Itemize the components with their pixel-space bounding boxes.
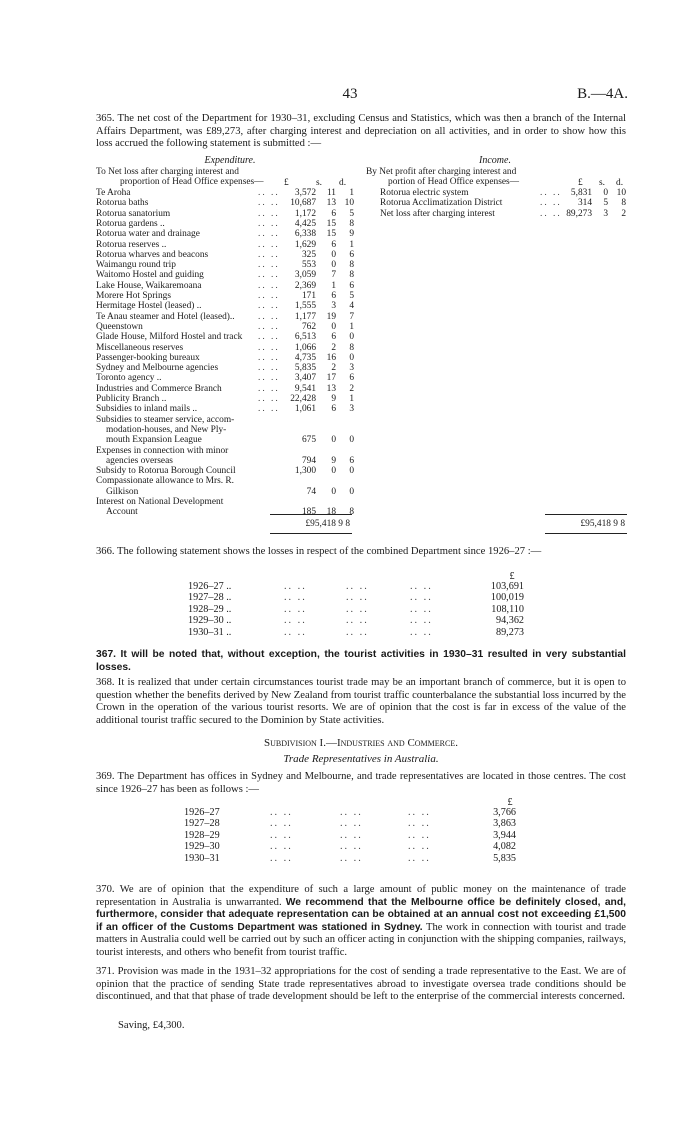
expenditure-row (96, 394, 356, 404)
expenditure-row-pence: 8 (349, 260, 354, 271)
expenditure-row-shillings: 19 (326, 311, 336, 322)
losses-dots: .. .. (346, 592, 369, 604)
expenditure-row-shillings: 11 (326, 188, 336, 198)
income-total: £95,418 9 8 (580, 519, 625, 529)
costs-dots: .. .. (340, 829, 363, 841)
income-col-l: £ (578, 178, 583, 188)
expenditure-row (96, 270, 356, 280)
losses-unit: £ (509, 571, 515, 582)
expenditure-row-dots: .. .. (258, 280, 280, 291)
costs-year: 1926–27 (184, 807, 220, 818)
costs-dots: .. .. (340, 852, 363, 864)
losses-value: 94,362 (495, 615, 524, 627)
section-subheading: Trade Representatives in Australia. (283, 753, 439, 765)
losses-row (188, 581, 528, 592)
income-row-label: Rotorua electric system (380, 188, 469, 198)
expenditure-row-pounds: 5,835 (294, 363, 316, 374)
expenditure-row-pence: 5 (349, 291, 354, 301)
expenditure-row-shillings: 0 (331, 260, 336, 271)
expenditure-row-pounds: 1,629 (294, 239, 316, 250)
expenditure-multiline-values (96, 507, 356, 517)
expenditure-total-underline (270, 533, 352, 534)
expenditure-row-pounds: 9,541 (294, 383, 316, 394)
costs-dots: .. .. (340, 807, 363, 818)
income-row-pounds: 5,831 (570, 188, 592, 198)
expenditure-multiline-text: Gilkison (106, 486, 139, 497)
paragraph-370-conclusion: The work in connection with tourist and trade matters in Australia could well be carried out by such an officer acting in conjunction with the shipping companies, railways, tourist interests, and others who benefit from tourist traffic. (96, 921, 627, 958)
expenditure-row-pounds: 171 (301, 291, 316, 301)
paragraph-368: 368. It is realized that under certain circumstances tourist trade may be an important branch of commerce, but it is open to question whether the benefits derived by New Zealand from tourist traffic counterbalance the substantial loss incurred by the Crown in the operation of the various tourist resorts. We are of opinion that the cost is far in excess of the value of the additional tourist traffic secured to the Dominion by State activities. (96, 677, 626, 726)
costs-row (184, 830, 524, 841)
expenditure-row-pounds: 4,425 (294, 218, 316, 229)
expenditure-row-dots: .. .. (258, 291, 280, 301)
expenditure-row (96, 343, 356, 353)
income-row-pence: 8 (621, 198, 626, 209)
costs-year: 1927–28 (184, 818, 220, 830)
expenditure-row (96, 229, 356, 239)
expenditure-row-shillings: 9 (331, 394, 336, 404)
expenditure-row (96, 240, 356, 250)
expenditure-multiline-values (96, 435, 356, 445)
expenditure-col-l: £ (284, 178, 289, 188)
expenditure-multiline-text: Interest on National Development (96, 497, 224, 507)
expenditure-row-pounds: 1,555 (294, 301, 316, 312)
losses-year: 1927–28 .. (188, 592, 232, 604)
expenditure-row-dots: .. .. (258, 218, 280, 229)
expenditure-row-shillings: 13 (326, 383, 336, 394)
expenditure-row (96, 281, 356, 291)
expenditure-row-pounds: 3,059 (294, 270, 316, 281)
costs-value: 5,835 (493, 852, 516, 864)
expenditure-row-shillings: 3 (331, 301, 336, 312)
paragraph-367: 367. It will be noted that, without exception, the tourist activities in 1930–31 resulted in very substantial losses. (96, 649, 626, 673)
expenditure-row-shillings: 0 (331, 435, 336, 446)
expenditure-row-pence: 0 (349, 435, 354, 446)
costs-dots: .. .. (270, 807, 293, 818)
expenditure-row-shillings: 0 (331, 466, 336, 477)
costs-dots: .. .. (270, 829, 293, 841)
income-row-dots: .. .. (540, 198, 562, 209)
expenditure-row-dots: .. .. (258, 404, 280, 415)
expenditure-row (96, 353, 356, 363)
expenditure-intro-line1: To Net loss after charging interest and (96, 167, 239, 177)
expenditure-row-dots: .. .. (258, 311, 280, 322)
income-total-underline (545, 533, 627, 534)
costs-row (184, 841, 524, 852)
expenditure-row (96, 301, 356, 311)
expenditure-row-shillings: 17 (326, 373, 336, 384)
expenditure-row (96, 404, 356, 414)
income-total-rule (545, 514, 627, 515)
expenditure-row-pence: 0 (349, 352, 354, 363)
expenditure-row-pence: 1 (349, 394, 354, 404)
expenditure-row-label: Passenger-booking bureaux (96, 352, 200, 363)
losses-year: 1926–27 .. (188, 581, 232, 592)
costs-dots: .. .. (408, 841, 431, 853)
expenditure-row-dots: .. .. (258, 198, 280, 209)
expenditure-row-pounds: 185 (301, 507, 316, 518)
costs-dots: .. .. (340, 818, 363, 830)
paragraph-369: 369. The Department has offices in Sydney and Melbourne, and trade representatives are located in those centres. The cost since 1926–27 has been as follows :— (96, 771, 626, 795)
expenditure-row-label: Rotorua water and drainage (96, 229, 200, 240)
income-row (380, 198, 630, 208)
expenditure-row-pounds: 6,513 (294, 332, 316, 343)
expenditure-row-shillings: 15 (326, 229, 336, 240)
expenditure-row-pence: 8 (349, 218, 354, 229)
losses-row (188, 592, 528, 603)
expenditure-row (96, 332, 356, 342)
expenditure-multiline-values (96, 456, 356, 466)
expenditure-row (96, 322, 356, 332)
losses-row (188, 627, 528, 638)
paragraph-370-recommendation: We recommend that the Melbourne office be definitely closed, and, furthermore, consider that adequate representation can be obtained at an annual cost not exceeding £1,500 if an officer of the Customs Department was stationed in Sydney. (96, 896, 627, 933)
expenditure-row-shillings: 9 (331, 455, 336, 466)
expenditure-row-label: Industries and Commerce Branch (96, 383, 222, 394)
expenditure-row (96, 219, 356, 229)
expenditure-row-pence: 2 (349, 383, 354, 394)
losses-value: 89,273 (495, 626, 524, 638)
income-row-pounds: 89,273 (566, 208, 592, 219)
losses-dots: .. .. (410, 581, 433, 592)
expenditure-multiline-text: mouth Expansion League (106, 435, 202, 446)
expenditure-total-rule (270, 514, 352, 515)
expenditure-row (96, 198, 356, 208)
expenditure-row-label: Hermitage Hostel (leased) .. (96, 301, 202, 312)
expenditure-row-dots: .. .. (258, 373, 280, 384)
expenditure-row-shillings: 6 (331, 332, 336, 343)
income-row-label: Net loss after charging interest (380, 208, 495, 219)
expenditure-row-shillings: 0 (331, 486, 336, 497)
expenditure-intro-line2: proportion of Head Office expenses— (120, 177, 264, 187)
expenditure-multiline-text: modation-houses, and New Ply- (106, 424, 227, 435)
expenditure-row-dots: .. .. (258, 229, 280, 240)
costs-dots: .. .. (270, 818, 293, 830)
expenditure-row-shillings: 2 (331, 342, 336, 353)
expenditure-row-pence: 1 (349, 188, 354, 198)
losses-year: 1929–30 .. (188, 615, 232, 627)
expenditure-row-pounds: 10,687 (290, 198, 316, 209)
expenditure-row-shillings: 16 (326, 352, 336, 363)
expenditure-row-pence: 0 (349, 332, 354, 343)
losses-dots: .. .. (284, 603, 307, 615)
expenditure-multiline-text: Account (106, 507, 138, 518)
expenditure-row-pence: 1 (349, 239, 354, 250)
expenditure-row-shillings: 0 (331, 249, 336, 260)
expenditure-row-pounds: 22,428 (290, 394, 316, 404)
costs-dots: .. .. (270, 852, 293, 864)
expenditure-row-label: Rotorua gardens .. (96, 218, 165, 229)
expenditure-row-dots: .. .. (258, 332, 280, 343)
expenditure-row-shillings: 6 (331, 208, 336, 219)
expenditure-row-pounds: 1,061 (294, 404, 316, 415)
expenditure-row-dots: .. .. (258, 208, 280, 219)
expenditure-row-shillings: 7 (331, 270, 336, 281)
costs-dots: .. .. (408, 807, 431, 818)
losses-row (188, 615, 528, 626)
expenditure-row (96, 250, 356, 260)
costs-dots: .. .. (270, 841, 293, 853)
expenditure-row-dots: .. .. (258, 239, 280, 250)
losses-dots: .. .. (346, 603, 369, 615)
income-row-pence: 10 (616, 188, 626, 198)
income-col-d: d. (616, 178, 624, 188)
expenditure-row-shillings: 6 (331, 404, 336, 415)
costs-row (184, 853, 524, 864)
costs-value: 3,766 (493, 807, 516, 818)
expenditure-row-label: Rotorua baths (96, 198, 149, 209)
losses-dots: .. .. (346, 626, 369, 638)
losses-dots: .. .. (410, 603, 433, 615)
expenditure-row-label: Te Anau steamer and Hotel (leased).. (96, 311, 235, 322)
expenditure-row-pence: 6 (349, 249, 354, 260)
page-number: 43 (342, 86, 358, 102)
expenditure-row-dots: .. .. (258, 260, 280, 271)
expenditure-multiline-text: Subsidy to Rotorua Borough Council (96, 466, 236, 477)
income-row-pence: 2 (621, 208, 626, 219)
losses-dots: .. .. (410, 592, 433, 604)
expenditure-row-pounds: 1,177 (294, 311, 316, 322)
expenditure-row-dots: .. .. (258, 249, 280, 260)
losses-dots: .. .. (410, 615, 433, 627)
income-row (380, 188, 630, 198)
losses-value: 100,019 (490, 592, 524, 604)
subdivision-heading: Subdivision I.—Industries and Commerce. (264, 737, 458, 749)
expenditure-multiline-text: Expenses in connection with minor (96, 445, 229, 456)
expenditure-col-d: d. (339, 178, 347, 188)
expenditure-row-pounds: 794 (301, 455, 316, 466)
costs-unit: £ (507, 797, 513, 808)
expenditure-row-dots: .. .. (258, 301, 280, 312)
expenditure-row-label: Rotorua sanatorium (96, 208, 171, 219)
document-reference: B.—4A. (577, 86, 628, 102)
costs-value: 4,082 (493, 841, 516, 853)
expenditure-row-pounds: 1,172 (294, 208, 316, 219)
expenditure-row-pence: 4 (349, 301, 354, 312)
losses-dots: .. .. (346, 615, 369, 627)
expenditure-row-dots: .. .. (258, 270, 280, 281)
expenditure-row-pounds: 675 (301, 435, 316, 446)
costs-dots: .. .. (340, 841, 363, 853)
expenditure-row-pounds: 553 (301, 260, 316, 271)
expenditure-row-pence: 6 (349, 455, 354, 466)
expenditure-multiline-text: Compassionate allowance to Mrs. R. (96, 476, 234, 487)
expenditure-row-label: Sydney and Melbourne agencies (96, 363, 219, 374)
expenditure-row-label: Queenstown (96, 321, 143, 332)
expenditure-row-pounds: 1,066 (294, 342, 316, 353)
income-row-pounds: 314 (577, 198, 592, 209)
income-row-shillings: 5 (603, 198, 608, 209)
paragraph-366: 366. The following statement shows the losses in respect of the combined Department since 1926–27 :— (96, 546, 542, 557)
losses-dots: .. .. (284, 626, 307, 638)
losses-dots: .. .. (410, 626, 433, 638)
costs-value: 3,863 (493, 818, 516, 830)
expenditure-row-pence: 5 (349, 208, 354, 219)
income-row-shillings: 3 (603, 208, 608, 219)
expenditure-row-shillings: 15 (326, 218, 336, 229)
expenditure-multiline-values (96, 487, 356, 497)
expenditure-row-pence: 3 (349, 404, 354, 415)
losses-dots: .. .. (284, 581, 307, 592)
expenditure-row-pence: 7 (349, 311, 354, 322)
income-row (380, 209, 630, 219)
expenditure-row (96, 312, 356, 322)
expenditure-row-pence: 9 (349, 229, 354, 240)
costs-year: 1929–30 (184, 841, 220, 853)
income-row-dots: .. .. (540, 188, 562, 198)
expenditure-row-pounds: 4,735 (294, 352, 316, 363)
losses-dots: .. .. (284, 615, 307, 627)
expenditure-multiline-text: agencies overseas (106, 455, 173, 466)
losses-value: 108,110 (491, 603, 524, 615)
expenditure-heading: Expenditure. (204, 155, 256, 166)
losses-row (188, 604, 528, 615)
expenditure-row-pence: 0 (349, 466, 354, 477)
expenditure-row-dots: .. .. (258, 321, 280, 332)
expenditure-row-pence: 0 (349, 486, 354, 497)
paragraph-371: 371. Provision was made in the 1931–32 appropriations for the cost of sending a trade representative to the East. We are of opinion that the practice of sending State trade representatives abroad to investigate oversea trade conditions should be discontinued, and that that phase of trade development should be left to the enterprise of the commercial interests concerned. (96, 966, 626, 1003)
expenditure-row-label: Publicity Branch .. (96, 394, 167, 404)
costs-dots: .. .. (408, 852, 431, 864)
expenditure-row-label: Subsidies to inland mails .. (96, 404, 198, 415)
income-row-dots: .. .. (540, 208, 562, 219)
expenditure-row-shillings: 2 (331, 363, 336, 374)
income-intro-line1: By Net profit after charging interest and (366, 167, 517, 177)
expenditure-multiline-text: Subsidies to steamer service, accom- (96, 414, 235, 425)
costs-year: 1928–29 (184, 829, 220, 841)
expenditure-row-dots: .. .. (258, 394, 280, 404)
expenditure-row-shillings: 0 (331, 321, 336, 332)
expenditure-row-label: Morere Hot Springs (96, 291, 171, 301)
expenditure-row-dots: .. .. (258, 383, 280, 394)
expenditure-row-dots: .. .. (258, 363, 280, 374)
expenditure-row-pence: 10 (344, 198, 354, 209)
expenditure-row-pence: 8 (349, 342, 354, 353)
expenditure-row-pounds: 3,407 (294, 373, 316, 384)
expenditure-row (96, 363, 356, 373)
expenditure-row-shillings: 6 (331, 291, 336, 301)
costs-row (184, 818, 524, 829)
expenditure-row-shillings: 18 (326, 507, 336, 518)
expenditure-col-s: s. (316, 178, 322, 188)
expenditure-row-dots: .. .. (258, 342, 280, 353)
expenditure-row (96, 291, 356, 301)
losses-value: 103,691 (490, 581, 524, 592)
expenditure-row-pounds: 325 (301, 249, 316, 260)
expenditure-row-pounds: 6,338 (294, 229, 316, 240)
costs-value: 3,944 (493, 829, 516, 841)
expenditure-total: £95,418 9 8 (305, 519, 350, 529)
expenditure-row-pence: 6 (349, 280, 354, 291)
expenditure-row (96, 209, 356, 219)
expenditure-row-label: Toronto agency .. (96, 373, 162, 384)
expenditure-row-pounds: 3,572 (294, 188, 316, 198)
expenditure-row-shillings: 13 (326, 198, 336, 209)
paragraph-370-intro: 370. We are of opinion that the expenditure of such a large amount of public money on the maintenance of trade representation in Australia is unwarranted. (96, 884, 626, 908)
losses-year: 1930–31 .. (188, 626, 232, 638)
expenditure-row-pence: 8 (349, 270, 354, 281)
expenditure-row (96, 188, 356, 198)
expenditure-row-pounds: 2,369 (294, 280, 316, 291)
expenditure-row-pounds: 762 (301, 321, 316, 332)
losses-dots: .. .. (284, 592, 307, 604)
expenditure-row-pence: 8 (349, 507, 354, 518)
costs-dots: .. .. (408, 829, 431, 841)
expenditure-row-label: Waitomo Hostel and guiding (96, 270, 204, 281)
income-col-s: s. (599, 178, 605, 188)
costs-dots: .. .. (408, 818, 431, 830)
expenditure-row-pence: 3 (349, 363, 354, 374)
expenditure-row-shillings: 1 (331, 280, 336, 291)
expenditure-row-label: Miscellaneous reserves (96, 342, 184, 353)
expenditure-row-pence: 6 (349, 373, 354, 384)
expenditure-multiline-values (96, 466, 356, 476)
expenditure-row-dots: .. .. (258, 188, 280, 198)
expenditure-row-label: Lake House, Waikaremoana (96, 280, 202, 291)
costs-row (184, 807, 524, 818)
income-intro-line2: portion of Head Office expenses— (388, 177, 520, 187)
expenditure-row-pounds: 74 (306, 486, 316, 497)
income-row-label: Rotorua Acclimatization District (380, 198, 503, 209)
income-row-shillings: 0 (603, 188, 608, 198)
expenditure-row-label: Waimangu round trip (96, 260, 176, 271)
expenditure-row (96, 373, 356, 383)
income-heading: Income. (479, 155, 511, 166)
expenditure-row-label: Glade House, Milford Hostel and track (96, 332, 243, 343)
costs-year: 1930–31 (184, 852, 220, 864)
expenditure-row-pence: 1 (349, 321, 354, 332)
expenditure-row-shillings: 6 (331, 239, 336, 250)
expenditure-row-dots: .. .. (258, 352, 280, 363)
paragraph-370 (96, 884, 626, 960)
expenditure-row (96, 384, 356, 394)
paragraph-365: 365. The net cost of the Department for 1930–31, excluding Census and Statistics, which was then a branch of the Internal Affairs Department, was £89,273, after charging interest and depreciation on all activities, and in order to show how this loss accrued the following statement is submitted :— (96, 113, 626, 150)
expenditure-row-pounds: 1,300 (294, 466, 316, 477)
expenditure-row-label: Rotorua wharves and beacons (96, 249, 209, 260)
losses-year: 1928–29 .. (188, 603, 232, 615)
saving-line: Saving, £4,300. (118, 1020, 185, 1031)
expenditure-row-label: Rotorua reserves .. (96, 239, 167, 250)
losses-dots: .. .. (346, 581, 369, 592)
expenditure-row-label: Te Aroha (96, 188, 131, 198)
expenditure-row (96, 260, 356, 270)
